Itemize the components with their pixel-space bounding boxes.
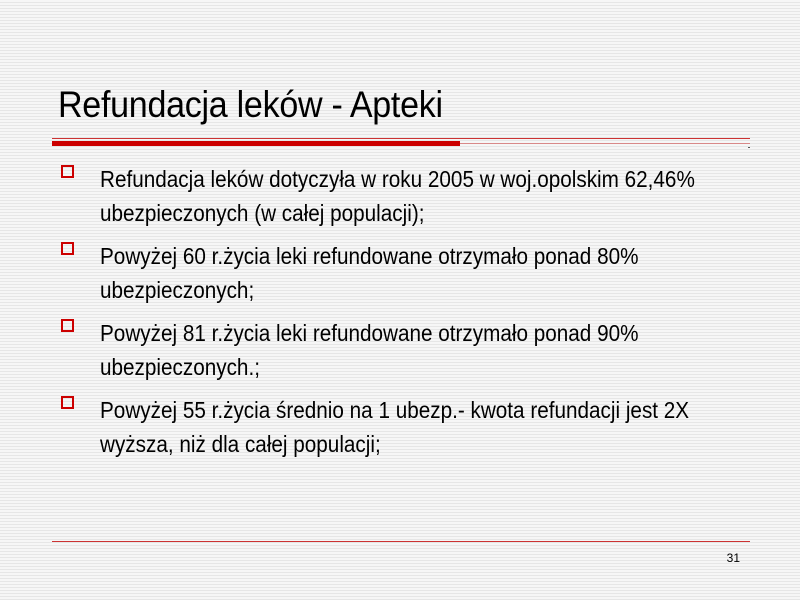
bullet-text: Powyżej 60 r.życia leki refundowane otrzymało ponad 80% ubezpieczonych; bbox=[100, 243, 639, 303]
bullet-text: Powyżej 55 r.życia średnio na 1 ubezp.- kwota refundacji jest 2X wyższa, niż dla całej populacji; bbox=[100, 397, 690, 457]
footer-rule bbox=[52, 541, 750, 542]
page-number: 31 bbox=[726, 551, 740, 565]
bullet-item bbox=[60, 316, 750, 384]
title-underline-thin-rule bbox=[460, 143, 750, 144]
bullet-item bbox=[60, 393, 750, 461]
hollow-square-bullet-icon bbox=[61, 396, 74, 409]
bullet-item bbox=[60, 162, 750, 230]
hollow-square-bullet-icon bbox=[61, 165, 74, 178]
hollow-square-bullet-icon bbox=[61, 242, 74, 255]
title-accent-bar bbox=[52, 141, 460, 146]
bullet-text: Powyżej 81 r.życia leki refundowane otrzymało ponad 90% ubezpieczonych.; bbox=[100, 320, 639, 380]
title-underline-rule bbox=[52, 138, 750, 139]
bullet-text: Refundacja leków dotyczyła w roku 2005 w woj.opolskim 62,46% ubezpieczonych (w całej populacji); bbox=[100, 166, 695, 226]
bullet-list bbox=[60, 162, 750, 470]
hollow-square-bullet-icon bbox=[61, 319, 74, 332]
title-rule-end-tick bbox=[748, 147, 750, 148]
bullet-item bbox=[60, 239, 750, 307]
slide-title: Refundacja leków - Apteki bbox=[58, 84, 443, 125]
